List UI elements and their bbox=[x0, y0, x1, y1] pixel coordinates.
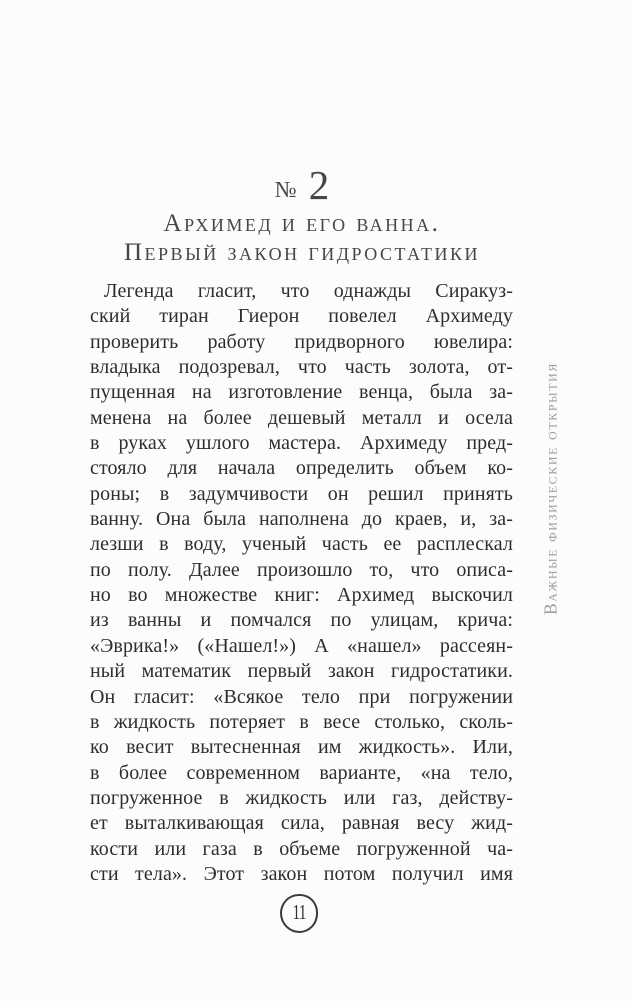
chapter-number-row bbox=[90, 163, 514, 209]
chapter-paragraph bbox=[90, 279, 513, 887]
text-line: роны; в задумчивости он решил принять bbox=[90, 482, 513, 505]
text-line: но во множестве книг: Архимед выскочил bbox=[90, 584, 513, 607]
text-line: из ванны и помчался по улицам, крича: bbox=[90, 609, 513, 632]
series-caption-vertical: Важные физические открытия bbox=[540, 362, 561, 616]
text-line: в руках ушлого мастера. Архимеду пред- bbox=[90, 432, 513, 455]
text-line: ный математик первый закон гидростатики. bbox=[90, 660, 513, 683]
text-line: в более современном варианте, «на тело, bbox=[90, 761, 513, 784]
text-line: погруженное в жидкость или газ, действу- bbox=[90, 786, 513, 809]
page-number: 11 bbox=[292, 900, 306, 924]
text-line: проверить работу придворного ювелира: bbox=[90, 330, 513, 353]
text-line: Легенда гласит, что однажды Сиракуз- bbox=[104, 280, 513, 302]
text-line: по полу. Далее произошло то, что описа- bbox=[90, 558, 513, 581]
text-line: ет выталкивающая сила, равная весу жид- bbox=[90, 812, 513, 835]
numero-sign: № bbox=[274, 177, 298, 202]
chapter-heading bbox=[90, 163, 514, 267]
chapter-title-line-2: Первый закон гидростатики bbox=[124, 239, 480, 266]
chapter-title-line-1: Архимед и его ванна. bbox=[163, 210, 441, 237]
text-line: в жидкость потеряет в весе столько, сколь- bbox=[90, 710, 513, 733]
text-line: ко весит вытесненная им жидкость». Или, bbox=[90, 736, 513, 759]
text-line: ванну. Она была наполнена до краев, и, за- bbox=[90, 508, 513, 531]
chapter-number-value: 2 bbox=[308, 162, 330, 208]
text-line: ский тиран Гиерон повелел Архимеду bbox=[90, 305, 513, 328]
text-line: лезши в воду, ученый часть ее расплескал bbox=[90, 533, 513, 556]
text-line: менена на более дешевый металл и осела bbox=[90, 406, 513, 429]
text-line: стояло для начала определить объем ко- bbox=[90, 457, 513, 480]
text-line: владыка подозревал, что часть золота, от- bbox=[90, 356, 513, 379]
text-line: сти тела». Этот закон потом получил имя bbox=[90, 862, 513, 885]
page-number-badge bbox=[280, 894, 318, 933]
text-line: пущенная на изготовление венца, была за- bbox=[90, 381, 513, 404]
text-line: кости или газа в объеме погруженной ча- bbox=[90, 837, 513, 860]
text-line: «Эврика!» («Нашел!») А «нашел» рассеян- bbox=[90, 634, 513, 657]
text-line: Он гласит: «Всякое тело при погружении bbox=[90, 685, 513, 708]
